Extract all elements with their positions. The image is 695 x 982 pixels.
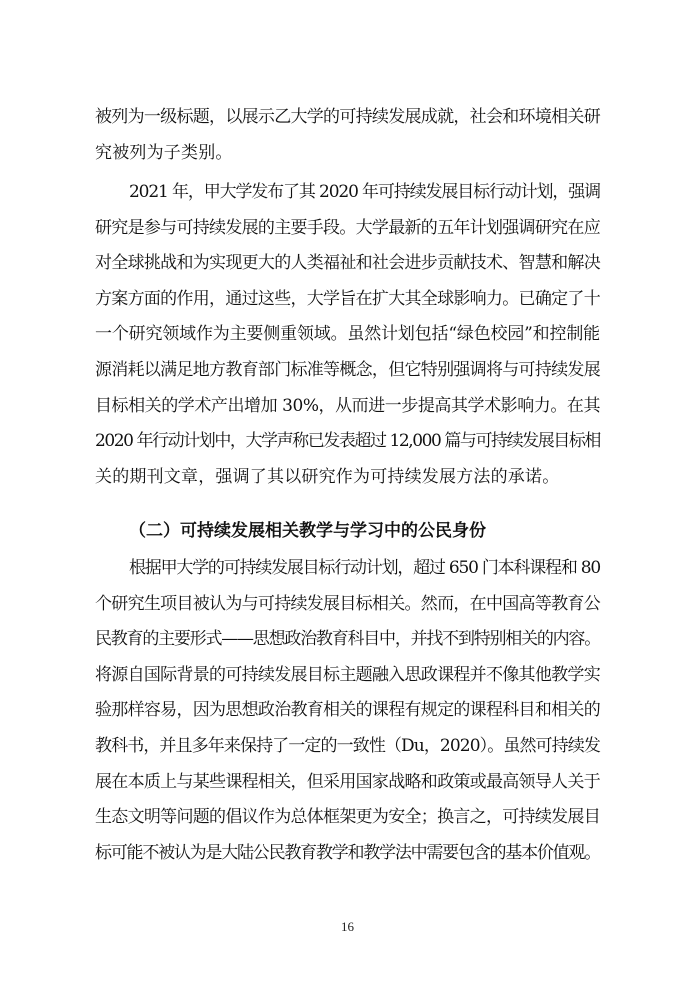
text-line: 展在本质上与某些课程相关，但采用国家战略和政策或最高领导人关于 [95,771,600,792]
text-line: 源消耗以满足地方教育部门标准等概念，但它特别强调将与可持续发展 [95,359,600,380]
text-line: 验那样容易，因为思想政治教育相关的课程有规定的课程科目和相关的 [95,700,600,721]
text-line: 2020 年行动计划中，大学声称已发表超过 12,000 篇与可持续发展目标相 [95,431,600,452]
text-line: 被列为一级标题，以展示乙大学的可持续发展成就，社会和环境相关研 [95,107,600,127]
text-line: 教科书，并且多年来保持了一定的一致性（Du，2020）。虽然可持续发 [95,735,600,756]
section-heading: （二）可持续发展相关教学与学习中的公民身份 [129,521,486,541]
text-line: 研究是参与可持续发展的主要手段。大学最新的五年计划强调研究在应 [95,217,600,238]
paragraph-action-plan-2021 [95,175,600,495]
text-line: 关的期刊文章，强调了其以研究作为可持续发展方法的承诺。 [95,466,560,487]
paragraph-continued [95,100,600,171]
text-line: 标可能不被认为是大陆公民教育教学和教学法中需要包含的基本价值观。 [95,842,600,863]
text-line: 对全球挑战和为实现更大的人类福祉和社会进步贡献技术、智慧和解决 [95,253,600,274]
text-line: 一个研究领域作为主要侧重领域。虽然计划包括“绿色校园”和控制能 [95,324,600,345]
paragraph-teaching-learning [95,551,600,871]
page-number: 16 [341,919,354,934]
text-line: 根据甲大学的可持续发展目标行动计划，超过 650 门本科课程和 80 [129,558,600,578]
text-line: 目标相关的学术产出增加 30%，从而进一步提高其学术影响力。在其 [95,395,600,416]
text-line: 方案方面的作用，通过这些，大学旨在扩大其全球影响力。已确定了十 [95,288,600,309]
text-line: 生态文明等问题的倡议作为总体框架更为安全；换言之，可持续发展目 [95,807,600,828]
text-line: 将源自国际背景的可持续发展目标主题融入思政课程并不像其他教学实 [95,664,600,685]
text-line: 究被列为子类别。 [95,142,233,163]
text-line: 2021 年，甲大学发布了其 2020 年可持续发展目标行动计划，强调 [129,182,600,202]
text-line: 个研究生项目被认为与可持续发展目标相关。然而，在中国高等教育公 [95,593,600,614]
text-line: 民教育的主要形式——思想政治教育科目中，并找不到特别相关的内容。 [95,629,600,650]
